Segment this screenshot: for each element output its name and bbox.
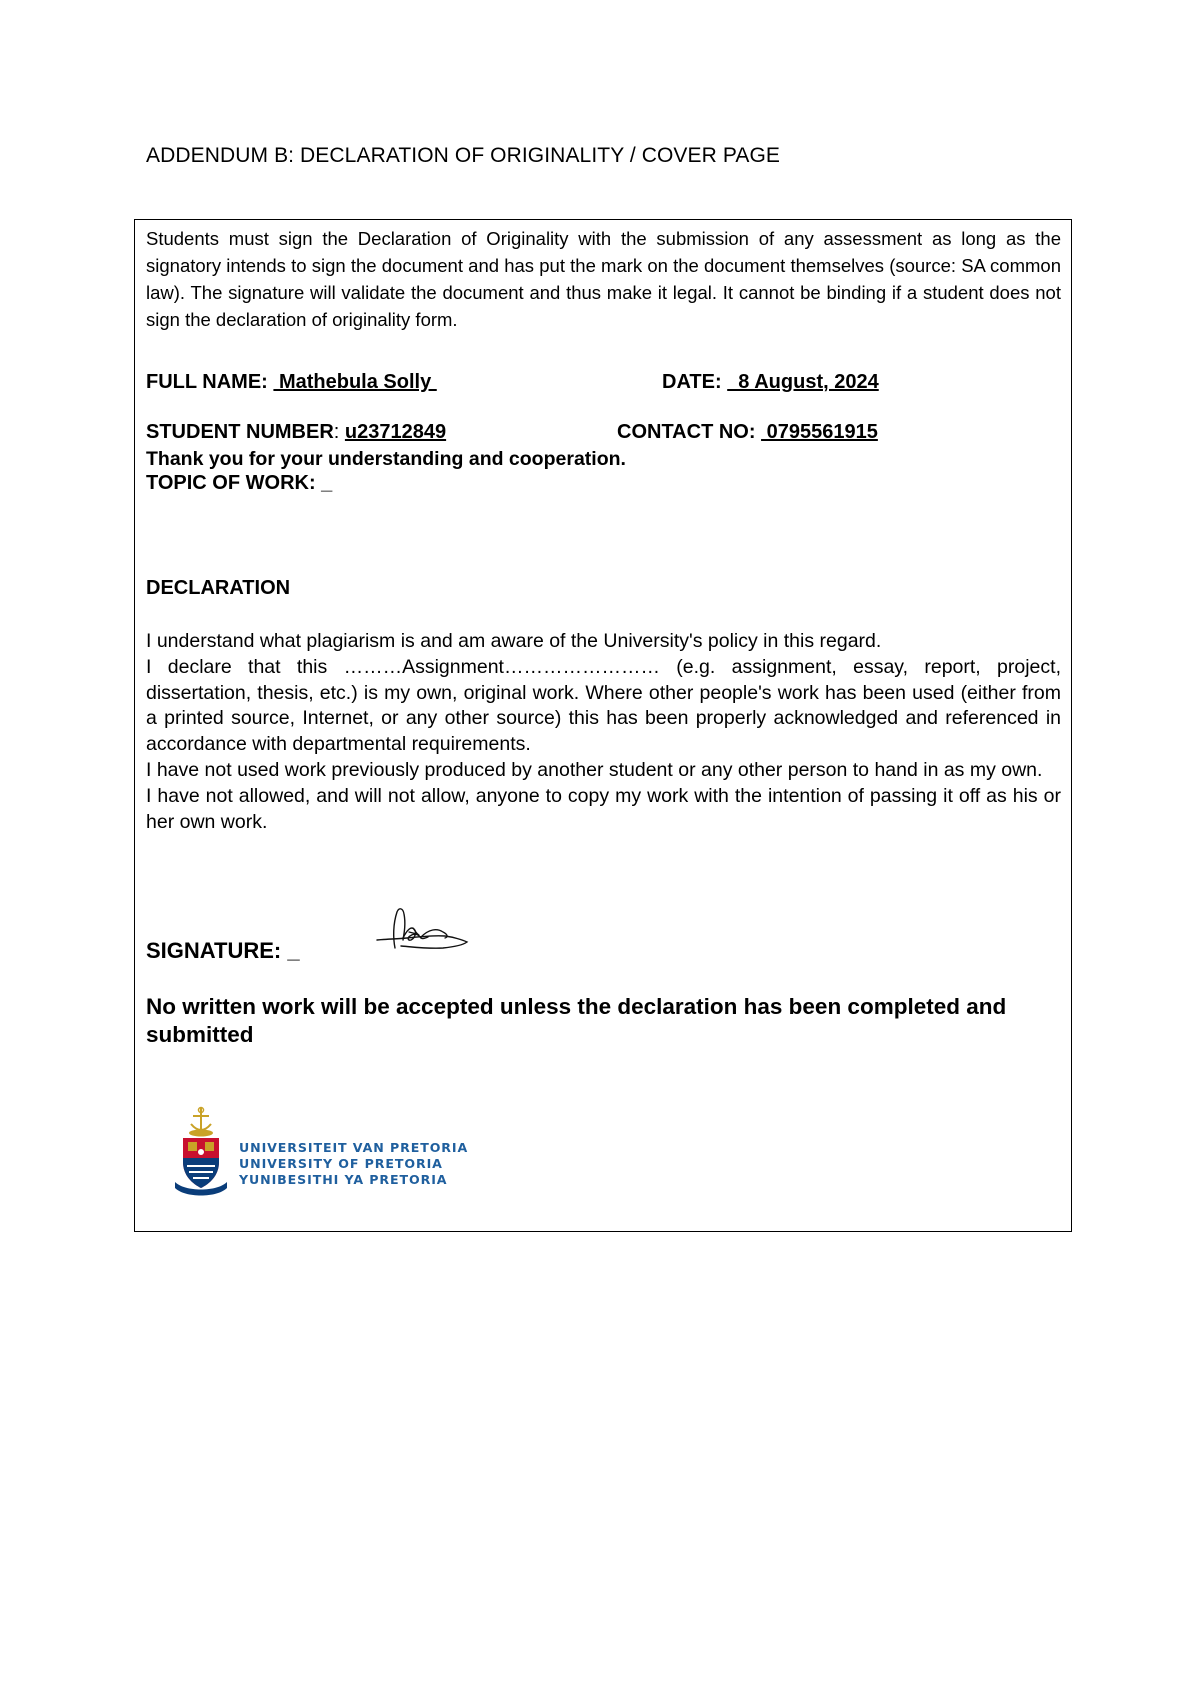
student-number-label: STUDENT NUMBER <box>146 421 334 443</box>
declaration-paragraph: I have not allowed, and will not allow, anyone to copy my work with the intention of passing it off as his or her own work. <box>146 784 1061 833</box>
university-name-afrikaans: UNIVERSITEIT VAN PRETORIA <box>239 1140 469 1155</box>
declaration-paragraph: I understand what plagiarism is and am aware of the University's policy in this regard. <box>146 630 882 652</box>
full-name-label: FULL NAME: <box>146 371 268 393</box>
declaration-paragraph: I have not used work previously produced by another student or any other person to hand in as my own. <box>146 758 1043 781</box>
topic-of-work: TOPIC OF WORK: _ <box>146 472 333 494</box>
university-name-sepedi: YUNIBESITHI YA PRETORIA <box>239 1171 448 1187</box>
declaration-paragraph: I declare that this ………Assignment…………………… (e.g. assignment, essay, report, project, dissertation, thesis, etc.) is my own, original work. Where other people's work has been used (either from a printed source, Internet, or any other source) this has been properly acknowledged and referenced in accordance with departmental requirements. <box>146 655 1061 756</box>
full-name-row <box>146 371 437 394</box>
declaration-body <box>146 629 1061 835</box>
university-name-lines <box>239 1140 468 1187</box>
declaration-heading: DECLARATION <box>146 577 291 599</box>
submission-notice: No written work will be accepted unless the declaration has been completed and submitted <box>146 994 1007 1047</box>
university-crest-icon <box>171 1106 231 1198</box>
date-row <box>662 371 879 394</box>
university-name-english: UNIVERSITY OF PRETORIA <box>239 1155 443 1171</box>
thanks-text: Thank you for your understanding and cooperation. <box>146 448 626 470</box>
contact-row <box>617 421 878 444</box>
handwritten-signature <box>373 904 473 960</box>
declaration-form-box <box>134 219 1072 1232</box>
university-logo <box>171 1106 469 1198</box>
full-name-value: Mathebula Solly <box>273 371 437 393</box>
student-number-row <box>146 421 446 444</box>
date-value: 8 August, 2024 <box>727 371 879 393</box>
signature-label: SIGNATURE: _ <box>146 938 300 963</box>
intro-text: Students must sign the Declaration of Originality with the submission of any assessment as long as the signatory intends to sign the document and has put the mark on the document themselves (source: SA common law). The signature will validate the document and thus make it legal. It cannot be binding if a student does not sign the declaration of originality form. <box>146 228 1061 330</box>
student-number-value: u23712849 <box>344 421 447 443</box>
page-title: ADDENDUM B: DECLARATION OF ORIGINALITY / COVER PAGE <box>146 144 781 167</box>
student-number-colon: : <box>333 421 345 443</box>
date-label: DATE: <box>662 371 722 393</box>
contact-label: CONTACT NO: <box>617 421 756 443</box>
contact-value: 0795561915 <box>761 421 878 443</box>
